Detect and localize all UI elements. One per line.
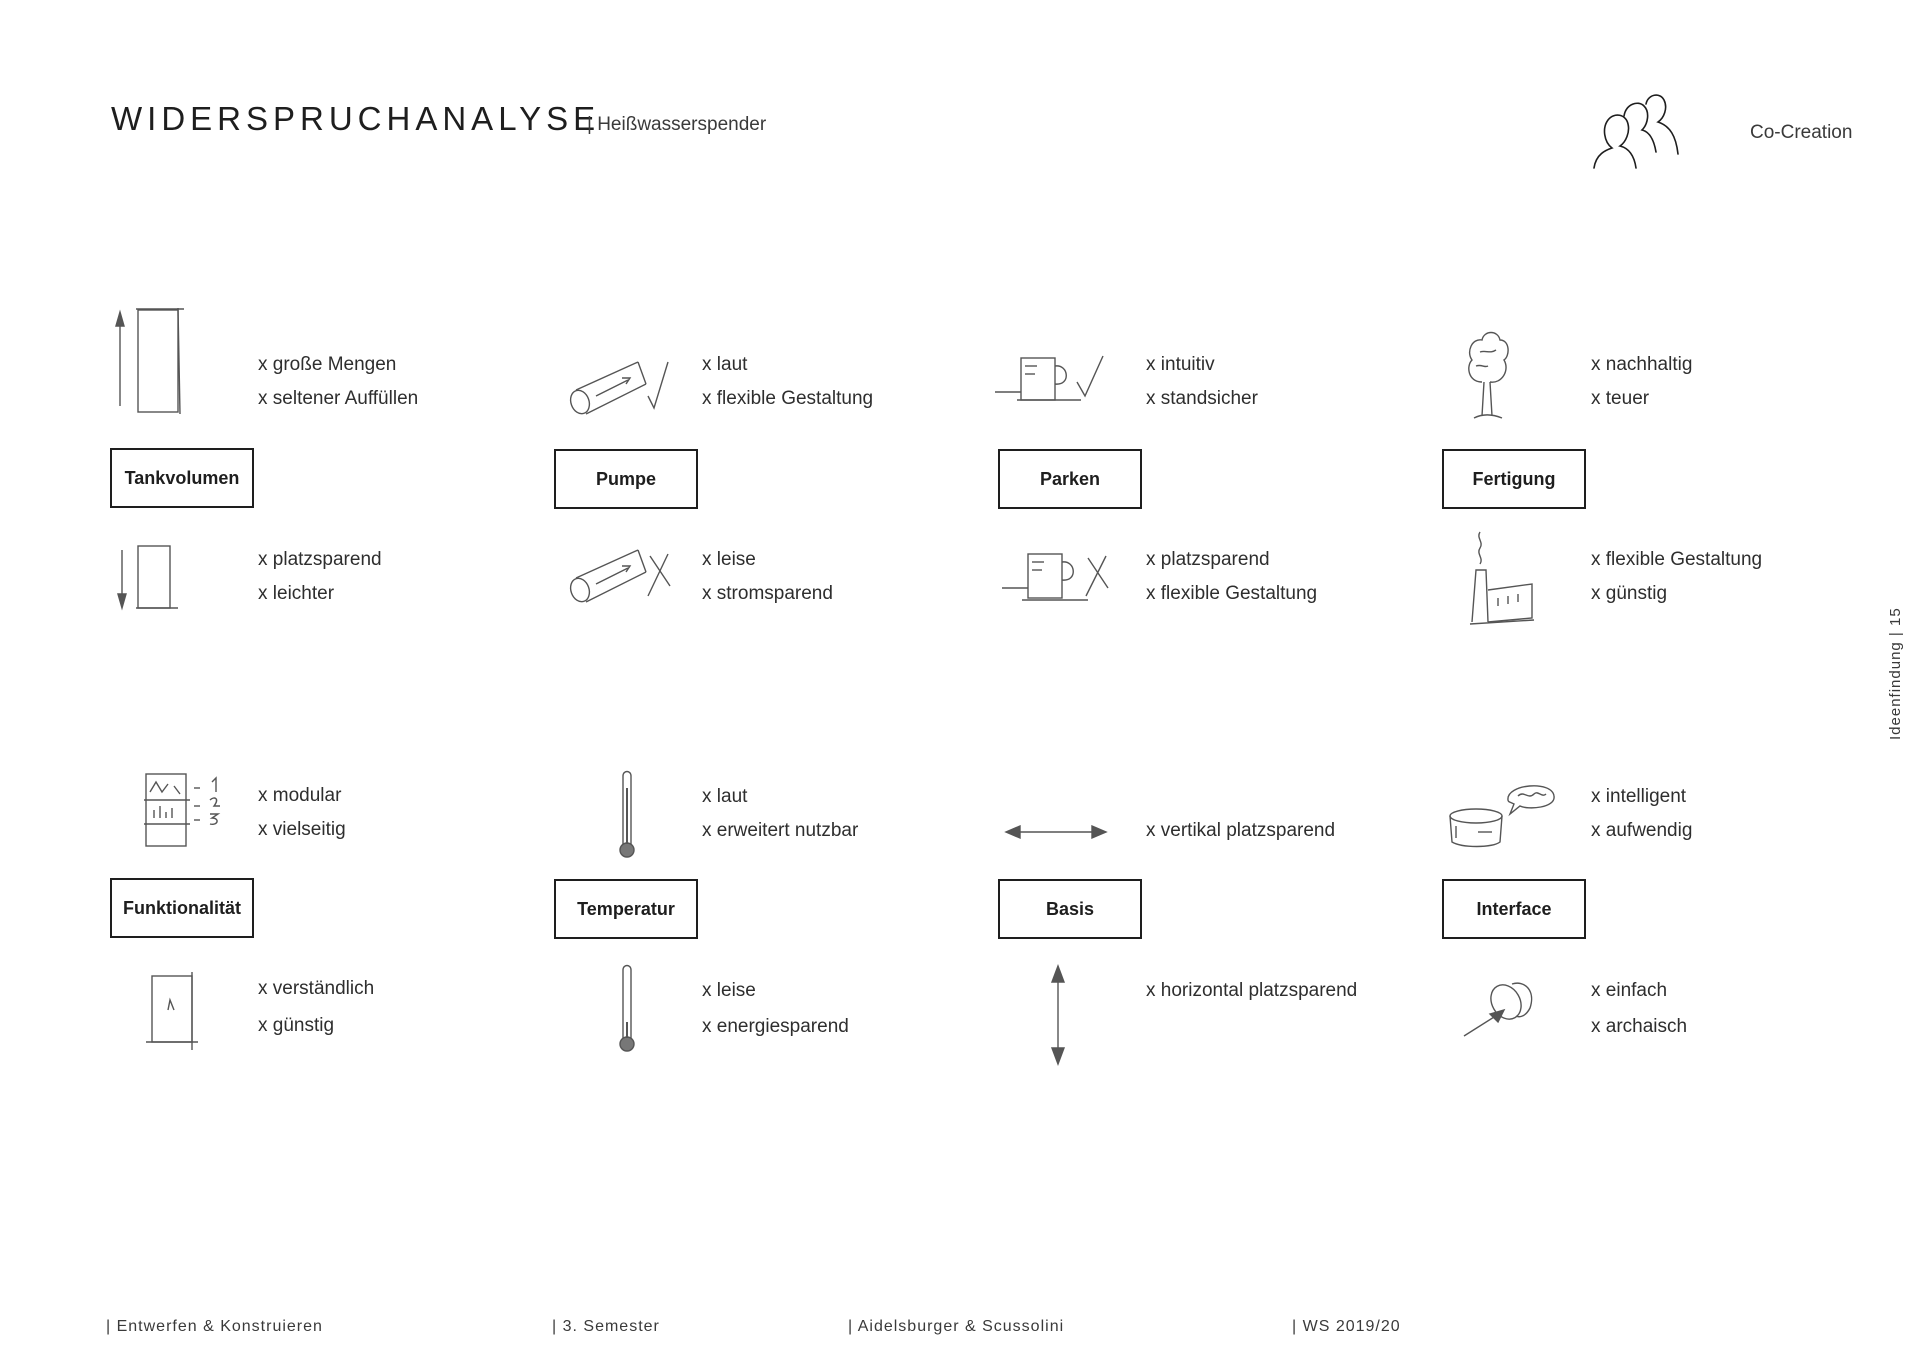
temperatur-label-box: Temperatur: [554, 879, 698, 939]
parken-bottom-2: x flexible Gestaltung: [1146, 583, 1318, 604]
pumpe-top-2: x flexible Gestaltung: [702, 388, 874, 409]
tankvolumen-top-2: x seltener Auffüllen: [258, 388, 419, 409]
interface-top-1: x intelligent: [1591, 786, 1687, 807]
footer-course: | Entwerfen & Konstruieren: [106, 1318, 323, 1335]
simple-box-sketch-icon: [142, 970, 202, 1052]
section-page-number: Ideenfindung | 15: [1887, 607, 1904, 740]
tree-sketch-icon: [1462, 326, 1512, 422]
funktionalitaet-bottom-2: x günstig: [258, 1015, 335, 1036]
horizontal-arrow-sketch-icon: [1004, 820, 1108, 844]
fertigung-top-1: x nachhaltig: [1591, 354, 1693, 375]
tall-tank-sketch-icon: [108, 306, 188, 418]
tankvolumen-bottom-1: x platzsparend: [258, 549, 382, 570]
interface-top-2: x aufwendig: [1591, 820, 1693, 841]
vertical-arrow-sketch-icon: [1046, 964, 1070, 1066]
pump-tube-cross-sketch-icon: [566, 546, 676, 608]
fertigung-bottom-2: x günstig: [1591, 583, 1668, 604]
basis-bottom-1: x horizontal platzsparend: [1146, 980, 1358, 1001]
footer-term: | WS 2019/20: [1292, 1318, 1401, 1335]
basis-top-1: x vertikal platzsparend: [1146, 820, 1336, 841]
funktionalitaet-bottom-1: x verständlich: [258, 978, 375, 999]
pumpe-top-1: x laut: [702, 354, 748, 375]
pumpe-bottom-1: x leise: [702, 549, 756, 570]
temperatur-top-2: x erweitert nutzbar: [702, 820, 859, 841]
interface-bottom-2: x archaisch: [1591, 1016, 1688, 1037]
parken-label-box: Parken: [998, 449, 1142, 509]
page-subtitle: | Heißwasserspender: [587, 114, 767, 135]
temperatur-bottom-2: x energiesparend: [702, 1016, 849, 1037]
thermometer-sketch-icon: [612, 768, 642, 860]
footer-semester: | 3. Semester: [552, 1318, 660, 1335]
thermometer-small-sketch-icon: [612, 962, 642, 1054]
parken-bottom-1: x platzsparend: [1146, 549, 1270, 570]
footer-authors: | Aidelsburger & Scussolini: [848, 1318, 1065, 1335]
funktionalitaet-top-1: x modular: [258, 785, 342, 806]
tankvolumen-bottom-2: x leichter: [258, 583, 335, 604]
cup-on-stand-check-sketch-icon: [995, 352, 1110, 407]
smart-device-speech-bubble-sketch-icon: [1448, 780, 1558, 848]
interface-bottom-1: x einfach: [1591, 980, 1668, 1001]
funktionalitaet-top-2: x vielseitig: [258, 819, 346, 840]
interface-label-box: Interface: [1442, 879, 1586, 939]
modular-shelf-sketch-icon: [140, 770, 230, 852]
basis-label-box: Basis: [998, 879, 1142, 939]
cup-on-stand-cross-sketch-icon: [1002, 548, 1117, 606]
factory-chimney-sketch-icon: [1462, 528, 1538, 628]
pump-tube-check-sketch-icon: [566, 358, 676, 420]
cocreation-label: Co-Creation: [1750, 122, 1853, 143]
page-title: WIDERSPRUCHANALYSE: [111, 100, 601, 137]
pumpe-label-box: Pumpe: [554, 449, 698, 509]
fertigung-label-box: Fertigung: [1442, 449, 1586, 509]
temperatur-bottom-1: x leise: [702, 980, 756, 1001]
temperatur-top-1: x laut: [702, 786, 748, 807]
tankvolumen-label-box: Tankvolumen: [110, 448, 254, 508]
tankvolumen-top-1: x große Mengen: [258, 354, 397, 375]
fertigung-top-2: x teuer: [1591, 388, 1650, 409]
fertigung-bottom-1: x flexible Gestaltung: [1591, 549, 1763, 570]
parken-top-1: x intuitiv: [1146, 354, 1215, 375]
short-tank-sketch-icon: [112, 542, 182, 614]
funktionalitaet-label-box: Funktionalität: [110, 878, 254, 938]
rotary-knob-sketch-icon: [1460, 978, 1538, 1040]
pumpe-bottom-2: x stromsparend: [702, 583, 833, 604]
people-group-icon: [1590, 92, 1710, 177]
parken-top-2: x standsicher: [1146, 388, 1258, 409]
